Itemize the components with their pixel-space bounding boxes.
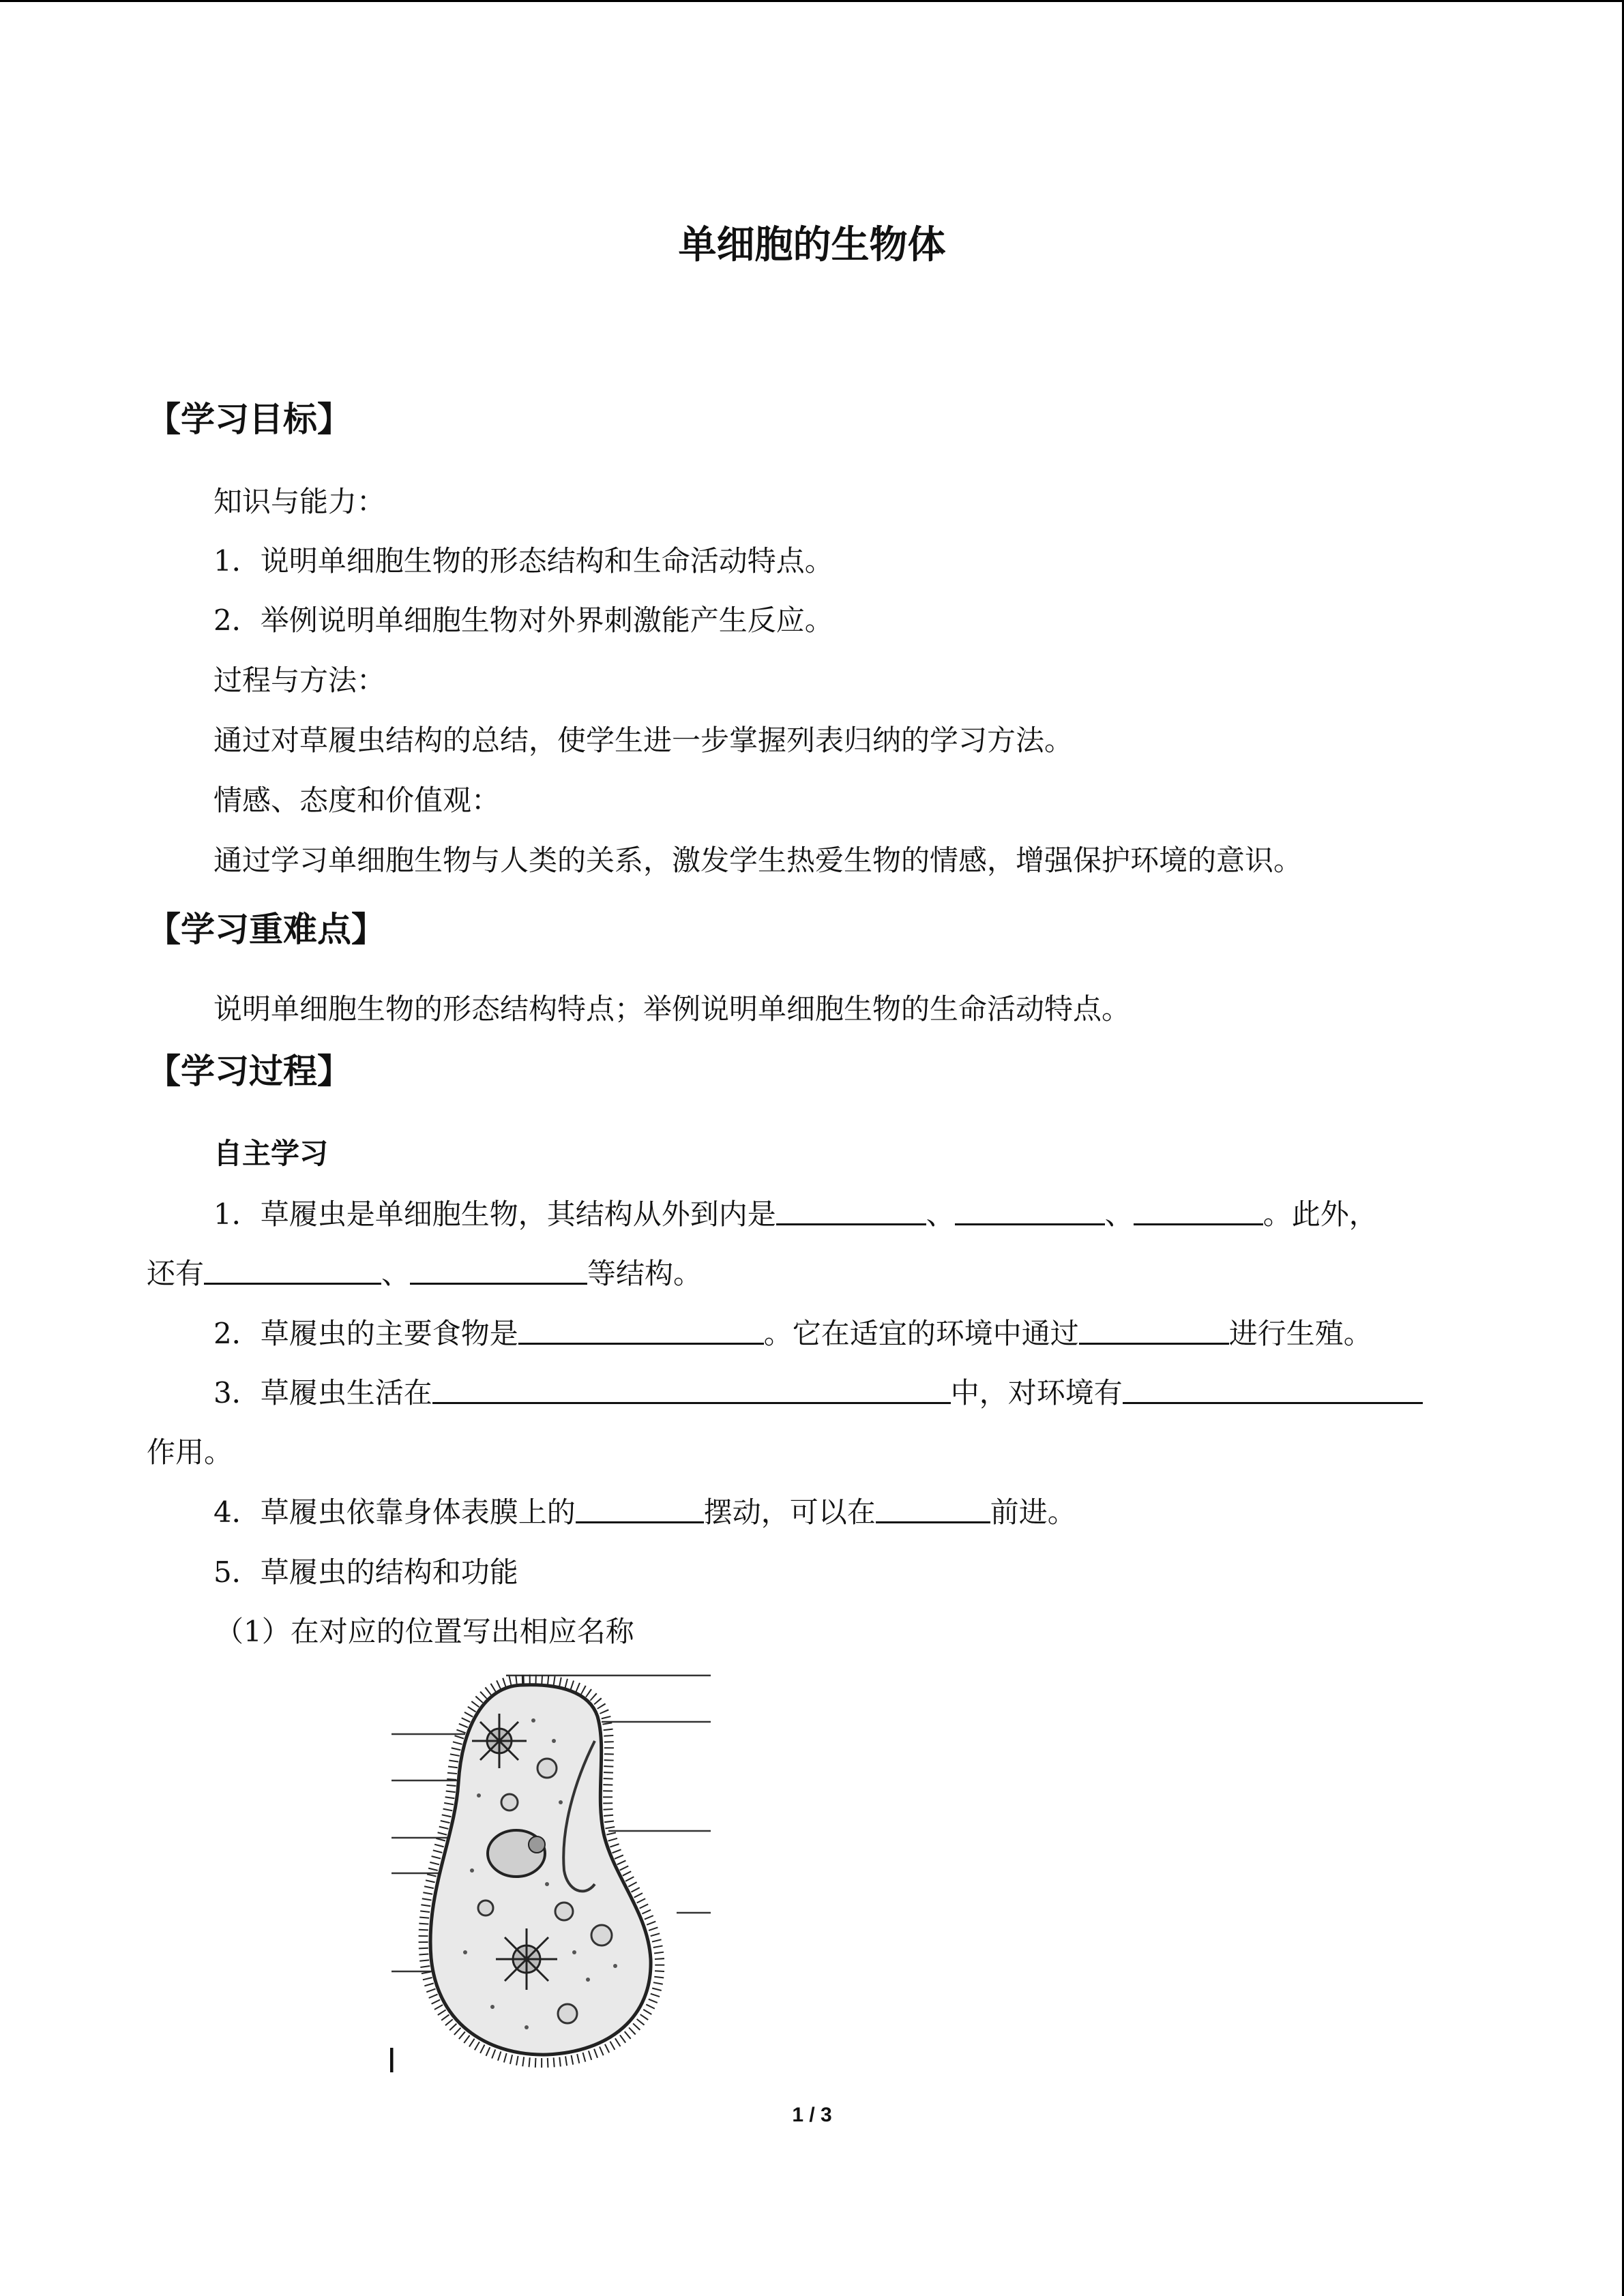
separator: 、 xyxy=(926,1197,955,1231)
answer-blank[interactable] xyxy=(1134,1196,1263,1225)
question-3-line-2: 作用。 xyxy=(147,1435,233,1469)
answer-blank[interactable] xyxy=(1123,1375,1423,1404)
page-number: 1 / 3 xyxy=(792,2104,832,2126)
answer-blank[interactable] xyxy=(776,1196,926,1225)
question-text: 4．草履虫依靠身体表膜上的 xyxy=(213,1495,576,1529)
cell-membrane xyxy=(430,1685,651,2055)
answer-blank[interactable] xyxy=(432,1375,951,1404)
question-text: 3．草履虫生活在 xyxy=(213,1376,432,1410)
question-text: 中，对环境有 xyxy=(950,1376,1123,1410)
heading-key-points: 【学习重难点】 xyxy=(147,910,385,949)
paramecium-diagram xyxy=(390,1666,718,2075)
contractile-vacuole-bottom xyxy=(496,1928,557,1990)
key-points-text: 说明单细胞生物的形态结构特点；举例说明单细胞生物的生命活动特点。 xyxy=(213,992,1131,1026)
goal-item-1: 1．说明单细胞生物的形态结构和生命活动特点。 xyxy=(213,544,833,578)
heading-learning-process: 【学习过程】 xyxy=(147,1052,351,1091)
question-text: 2．草履虫的主要食物是 xyxy=(213,1317,518,1350)
question-1-line-1 xyxy=(213,1192,1378,1233)
question-text: 摆动，可以在 xyxy=(703,1495,876,1529)
question-text: 等结构。 xyxy=(587,1257,703,1290)
contractile-vacuole-top xyxy=(472,1714,527,1768)
goal-item-2: 2．举例说明单细胞生物对外界刺激能产生反应。 xyxy=(213,603,833,637)
page-title: 单细胞的生物体 xyxy=(678,223,946,267)
answer-blank[interactable] xyxy=(410,1255,587,1285)
question-text: 进行生殖。 xyxy=(1228,1317,1372,1350)
answer-blank[interactable] xyxy=(955,1196,1105,1225)
goal-process-label: 过程与方法： xyxy=(213,664,386,697)
goal-emotion-label: 情感、态度和价值观： xyxy=(213,784,501,817)
question-5-sub-1: （1）在对应的位置写出相应名称 xyxy=(215,1615,634,1648)
answer-blank[interactable] xyxy=(204,1255,381,1285)
question-text: 。它在适宜的环境中通过 xyxy=(763,1317,1079,1350)
question-text: 1．草履虫是单细胞生物，其结构从外到内是 xyxy=(213,1197,776,1231)
question-text: 。此外， xyxy=(1263,1197,1378,1231)
answer-blank[interactable] xyxy=(876,1494,990,1523)
question-4 xyxy=(213,1490,1076,1531)
answer-blank[interactable] xyxy=(1079,1315,1229,1345)
question-5: 5．草履虫的结构和功能 xyxy=(213,1555,518,1589)
micronucleus xyxy=(529,1836,545,1853)
answer-blank[interactable] xyxy=(518,1315,764,1345)
goal-knowledge-label: 知识与能力： xyxy=(213,485,386,518)
question-text: 还有 xyxy=(147,1257,205,1290)
question-text: 前进。 xyxy=(990,1495,1076,1529)
question-2 xyxy=(213,1311,1372,1352)
self-study-label: 自主学习 xyxy=(213,1137,329,1170)
answer-blank[interactable] xyxy=(576,1494,704,1523)
heading-learning-goals: 【学习目标】 xyxy=(147,400,351,439)
goal-emotion-text: 通过学习单细胞生物与人类的关系，激发学生热爱生物的情感，增强保护环境的意识。 xyxy=(213,844,1303,877)
question-1-line-2 xyxy=(147,1251,702,1292)
separator: 、 xyxy=(381,1257,411,1290)
question-3-line-1 xyxy=(213,1371,1423,1412)
separator: 、 xyxy=(1104,1197,1134,1231)
goal-process-text: 通过对草履虫结构的总结，使学生进一步掌握列表归纳的学习方法。 xyxy=(213,724,1074,757)
